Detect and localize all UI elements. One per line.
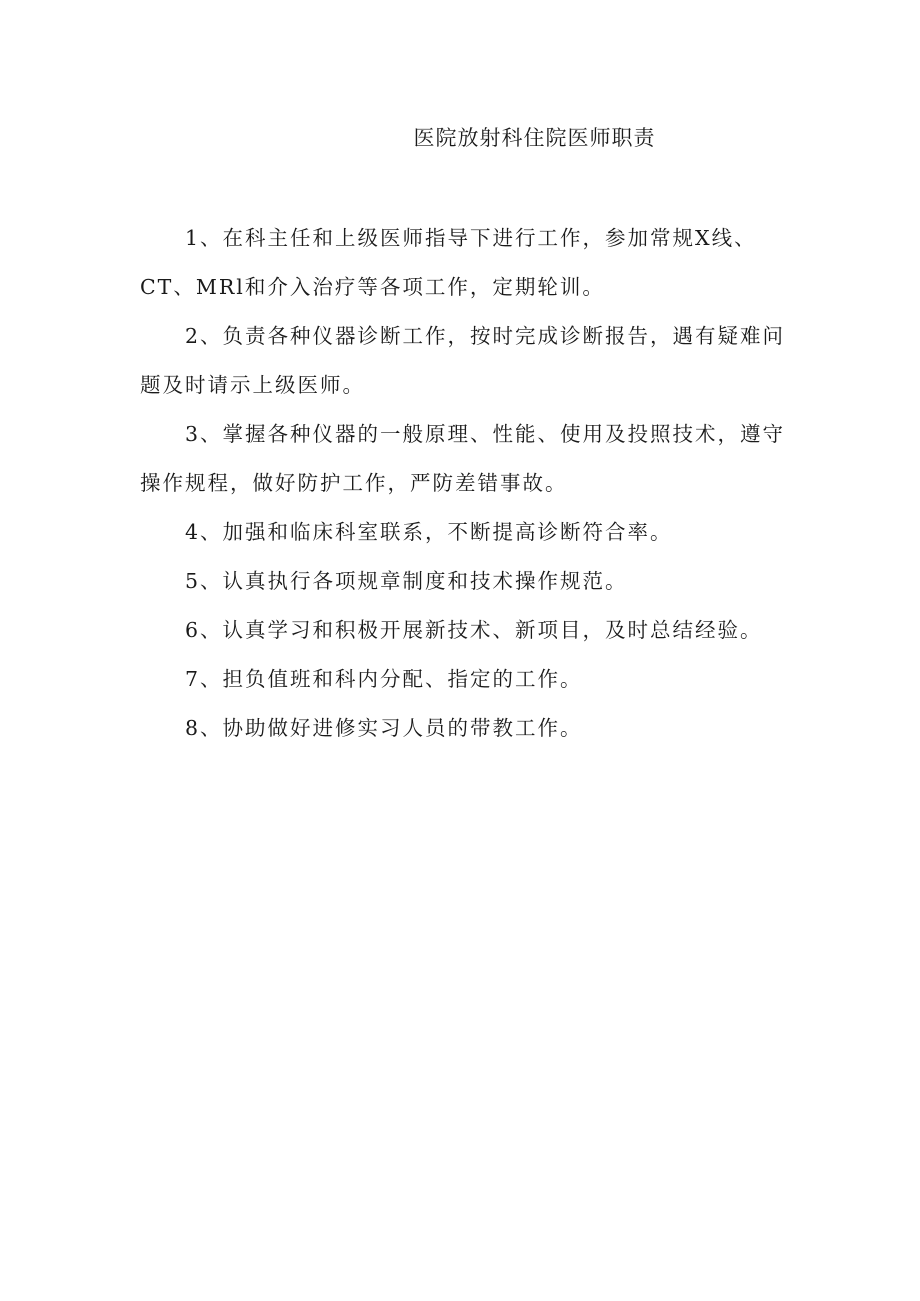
duty-item-4: 4、加强和临床科室联系，不断提高诊断符合率。 — [185, 520, 673, 544]
duty-item-6: 6、认真学习和积极开展新技术、新项目，及时总结经验。 — [185, 618, 763, 642]
duty-item-2: 2、负责各种仪器诊断工作，按时完成诊断报告，遇有疑难问题及时请示上级医师。 — [140, 324, 786, 397]
document-title: 医院放射科住院医师职责 — [413, 126, 656, 150]
duty-item-8: 8、协助做好进修实习人员的带教工作。 — [185, 716, 583, 740]
document-body — [140, 214, 788, 753]
duty-item-1: 1、在科主任和上级医师指导下进行工作，参加常规X线、CT、MRl和介入治疗等各项工作，定期轮训。 — [140, 226, 757, 299]
duty-item-7: 7、担负值班和科内分配、指定的工作。 — [185, 667, 583, 691]
duty-item-5: 5、认真执行各项规章制度和技术操作规范。 — [185, 569, 628, 593]
duty-item-3: 3、掌握各种仪器的一般原理、性能、使用及投照技术，遵守操作规程，做好防护工作，严防差错事故。 — [140, 422, 786, 495]
